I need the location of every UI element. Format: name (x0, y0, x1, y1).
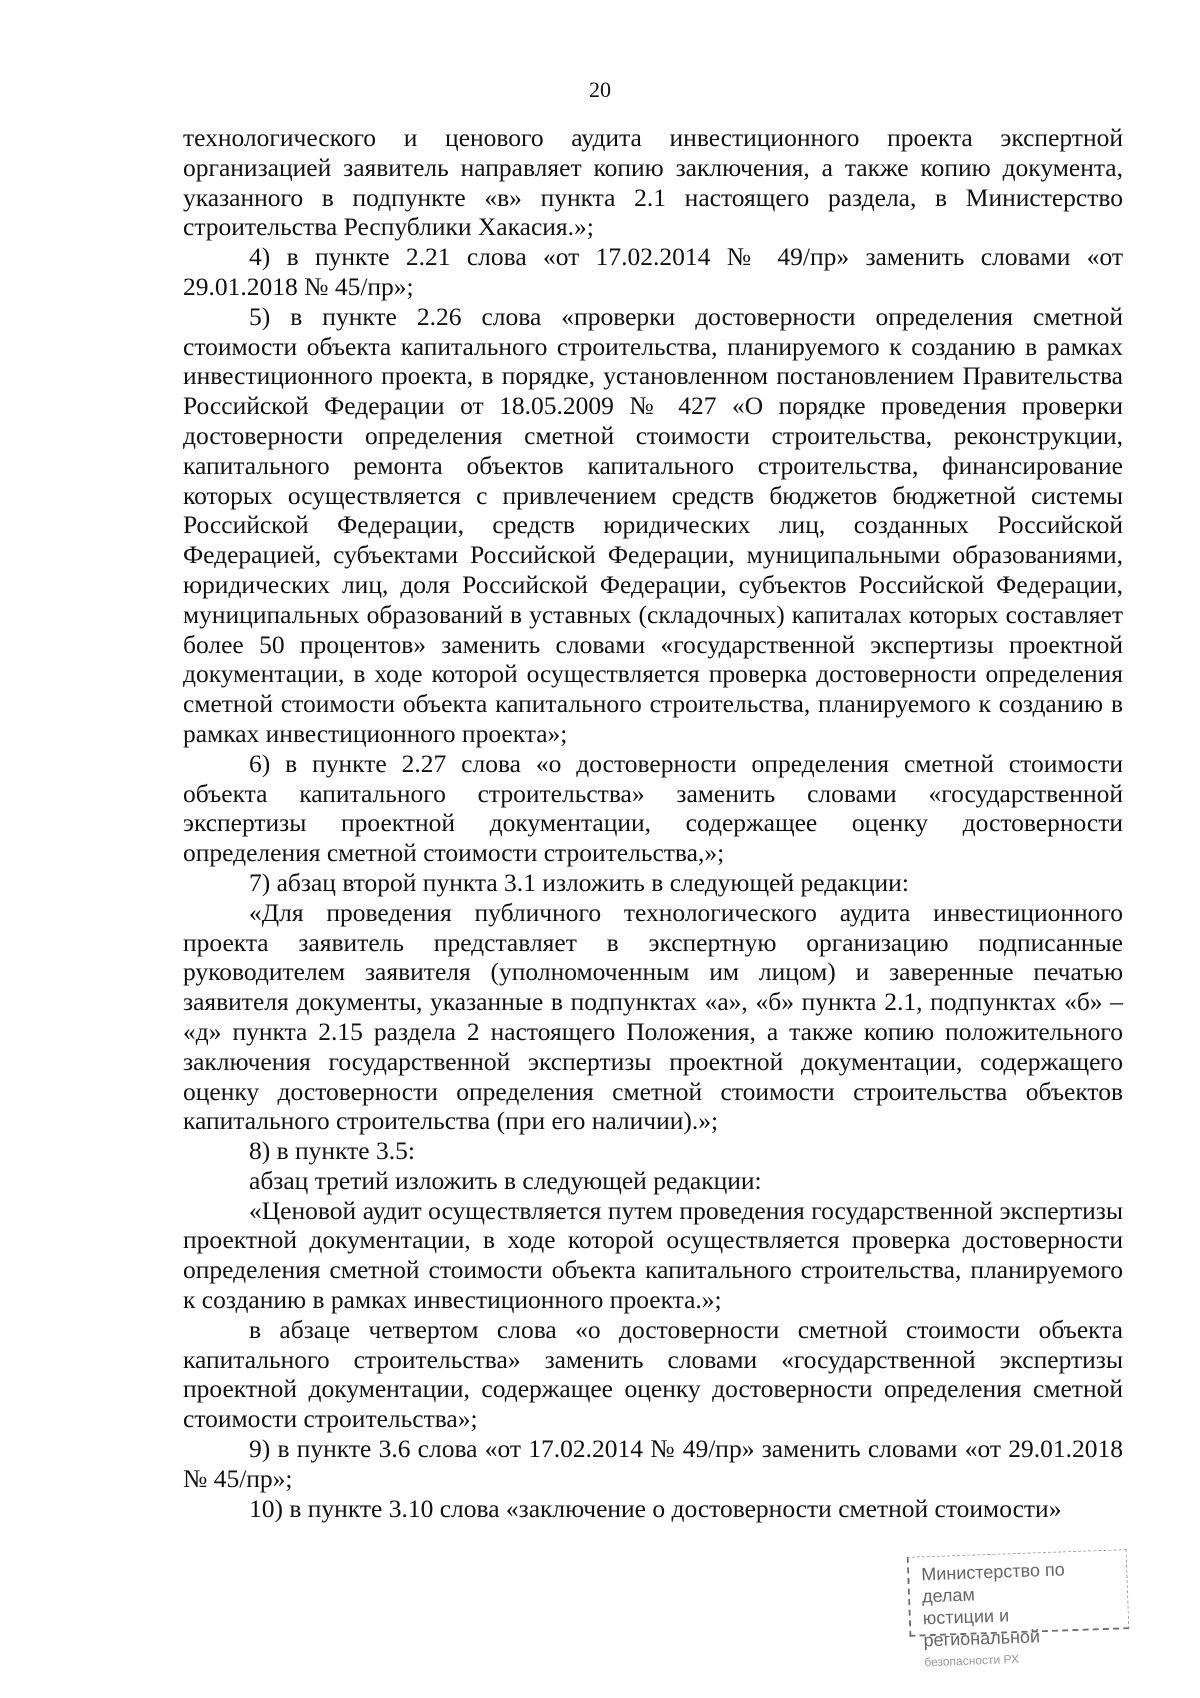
document-body (183, 123, 1123, 1523)
paragraph-abzac-4: в абзаце четвертом слова «о достоверности сметной стоимости объекта капитального строительства» заменить словами «государственной экспертизы проектной документации, содержащее оценку достоверности определения сметной стоимости строительства»; (183, 1314, 1123, 1434)
paragraph-item-9: 9) в пункте 3.6 слова «от 17.02.2014 № 49/пр» заменить словами «от 29.01.2018 № 45/пр»; (183, 1434, 1123, 1493)
paragraph-quote-3-5: «Ценовой аудит осуществляется путем проведения государственной экспертизы проектной документации, в ходе которой осуществляется проверка достоверности определения сметной стоимости объекта капитального строительства, планируемого к созданию в рамках инвестиционного проекта.»; (183, 1195, 1123, 1315)
stamp-line-3: безопасности РХ (924, 1652, 1020, 1670)
page-number: 20 (589, 77, 611, 102)
paragraph-item-5: 5) в пункте 2.26 слова «проверки достоверности определения сметной стоимости объекта капитального строительства, планируемого к созданию в рамках инвестиционного проекта, в порядке, установленном постановлением Правительства Российской Федерации от 18.05.2009 № 427 «О порядке проведения проверки достоверности определения сметной стоимости строительства, реконструкции, капитального ремонта объектов капитального строительства, финансирование которых осуществляется с привлечением средств бюджетов бюджетной системы Российской Федерации, средств юридических лиц, созданных Российской Федерацией, субъектами Российской Федерации, муниципальными образованиями, юридических лиц, доля Российской Федерации, субъектов Российской Федерации, муниципальных образований в уставных (складочных) капиталах которых составляет более 50 процентов» заменить словами «государственной экспертизы проектной документации, в ходе которой осуществляется проверка достоверности определения сметной стоимости объекта капитального строительства, планируемого к созданию в рамках инвестиционного проекта»; (183, 301, 1123, 748)
stamp-line-1: Министерство по делам (920, 1559, 1066, 1607)
paragraph-abzac-3: абзац третий изложить в следующей редакции: (249, 1165, 762, 1195)
paragraph-continuation: технологического и ценового аудита инвестиционного проекта экспертной организацией заявитель направляет копию заключения, а также копию документа, указанного в подпункте «в» пункта 2.1 настоящего раздела, в Министерство строительства Республики Хакасия.»; (183, 123, 1123, 242)
paragraph-item-8: 8) в пункте 3.5: (249, 1136, 415, 1166)
paragraph-item-6: 6) в пункте 2.27 слова «о достоверности определения сметной стоимости объекта капитального строительства» заменить словами «государственной экспертизы проектной документации, содержащее оценку достоверности определения сметной стоимости строительства,»; (183, 748, 1123, 868)
ministry-stamp (907, 1549, 1130, 1670)
paragraph-item-10: 10) в пункте 3.10 слова «заключение о достоверности сметной стоимости» (249, 1493, 1062, 1523)
paragraph-quote-3-1: «Для проведения публичного технологического аудита инвестиционного проекта заявитель представляет в экспертную организацию подписанные руководителем заявителя (уполномоченным им лицом) и заверенные печатью заявителя документы, указанные в подпунктах «а», «б» пункта 2.1, подпунктах «б» – «д» пункта 2.15 раздела 2 настоящего Положения, а также копию положительного заключения государственной экспертизы проектной документации, содержащего оценку достоверности определения сметной стоимости строительства объектов капитального строительства (при его наличии).»; (183, 897, 1123, 1136)
stamp-line-2: юстиции и региональной (922, 1605, 1041, 1651)
paragraph-item-7: 7) абзац второй пункта 3.1 изложить в следующей редакции: (249, 867, 909, 897)
paragraph-item-4: 4) в пункте 2.21 слова «от 17.02.2014 № 49/пр» заменить словами «от 29.01.2018 № 45/пр»; (183, 242, 1123, 301)
